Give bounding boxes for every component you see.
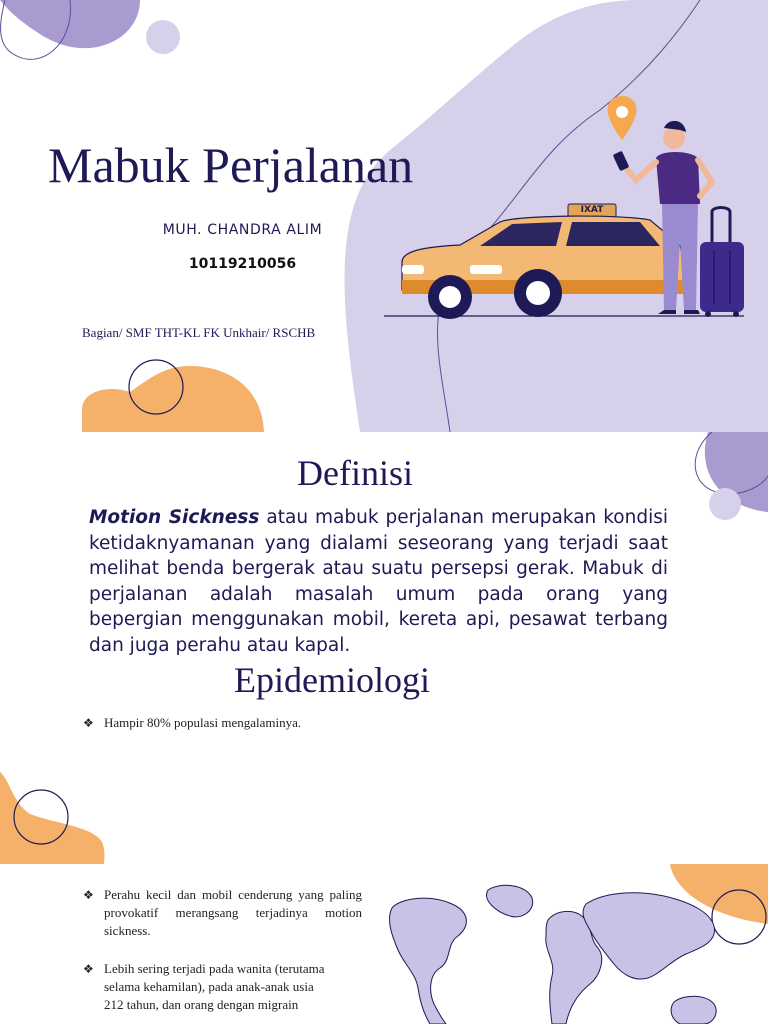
bullet-text: Hampir 80% populasi mengalaminya. [104,715,302,730]
definisi-text: atau mabuk perjalanan merupakan kondisi ketidaknyamanan yang dialami seseorang yang terjadi saat melihat benda bergerak atau suatu persepsi gerak. Mabuk di perjalanan adalah masalah umum pada orang yang bepergian menggunakan mobil, kereta api, pesawat terbang dan juga perahu atau kapal. [89,507,668,656]
bullet-text: Lebih sering terjadi pada wanita (terutama selama kehamilan), pada anak-anak usia 212 tahun, dan orang dengan migrain [104,961,325,1012]
world-map-icon [390,885,717,1024]
small-lavender-dot-right [709,488,741,520]
student-id: 10119210056 [188,256,297,272]
small-lavender-dot [146,20,180,54]
diamond-bullet-icon: ❖ [83,962,94,976]
list-item [83,960,334,1014]
definisi-heading: Definisi [297,453,413,493]
slide1-background-shapes [0,0,768,432]
diamond-bullet-icon: ❖ [83,888,94,902]
definisi-term: Motion Sickness [89,507,260,528]
orange-blob-left [0,772,105,864]
definisi-paragraph [89,505,668,658]
taxi-sign-text: IXAT [580,205,604,215]
diamond-bullet-icon: ❖ [83,716,94,730]
definition-slide [0,432,768,864]
bullet-text: Perahu kecil dan mobil cenderung yang paling provokatif merangsang terjadinya motion sickness. [104,887,362,938]
epidemiology-detail-slide [0,864,768,1024]
epidemiologi-heading: Epidemiologi [234,660,430,700]
list-item [83,886,362,940]
slide-title: Mabuk Perjalanan [48,137,414,193]
author-name: MUH. CHANDRA ALIM [162,222,323,238]
title-slide [0,0,768,432]
orange-mound [82,366,264,432]
affiliation: Bagian/ SMF THT-KL FK Unkhair/ RSCHB [82,325,316,340]
list-item [83,714,302,732]
